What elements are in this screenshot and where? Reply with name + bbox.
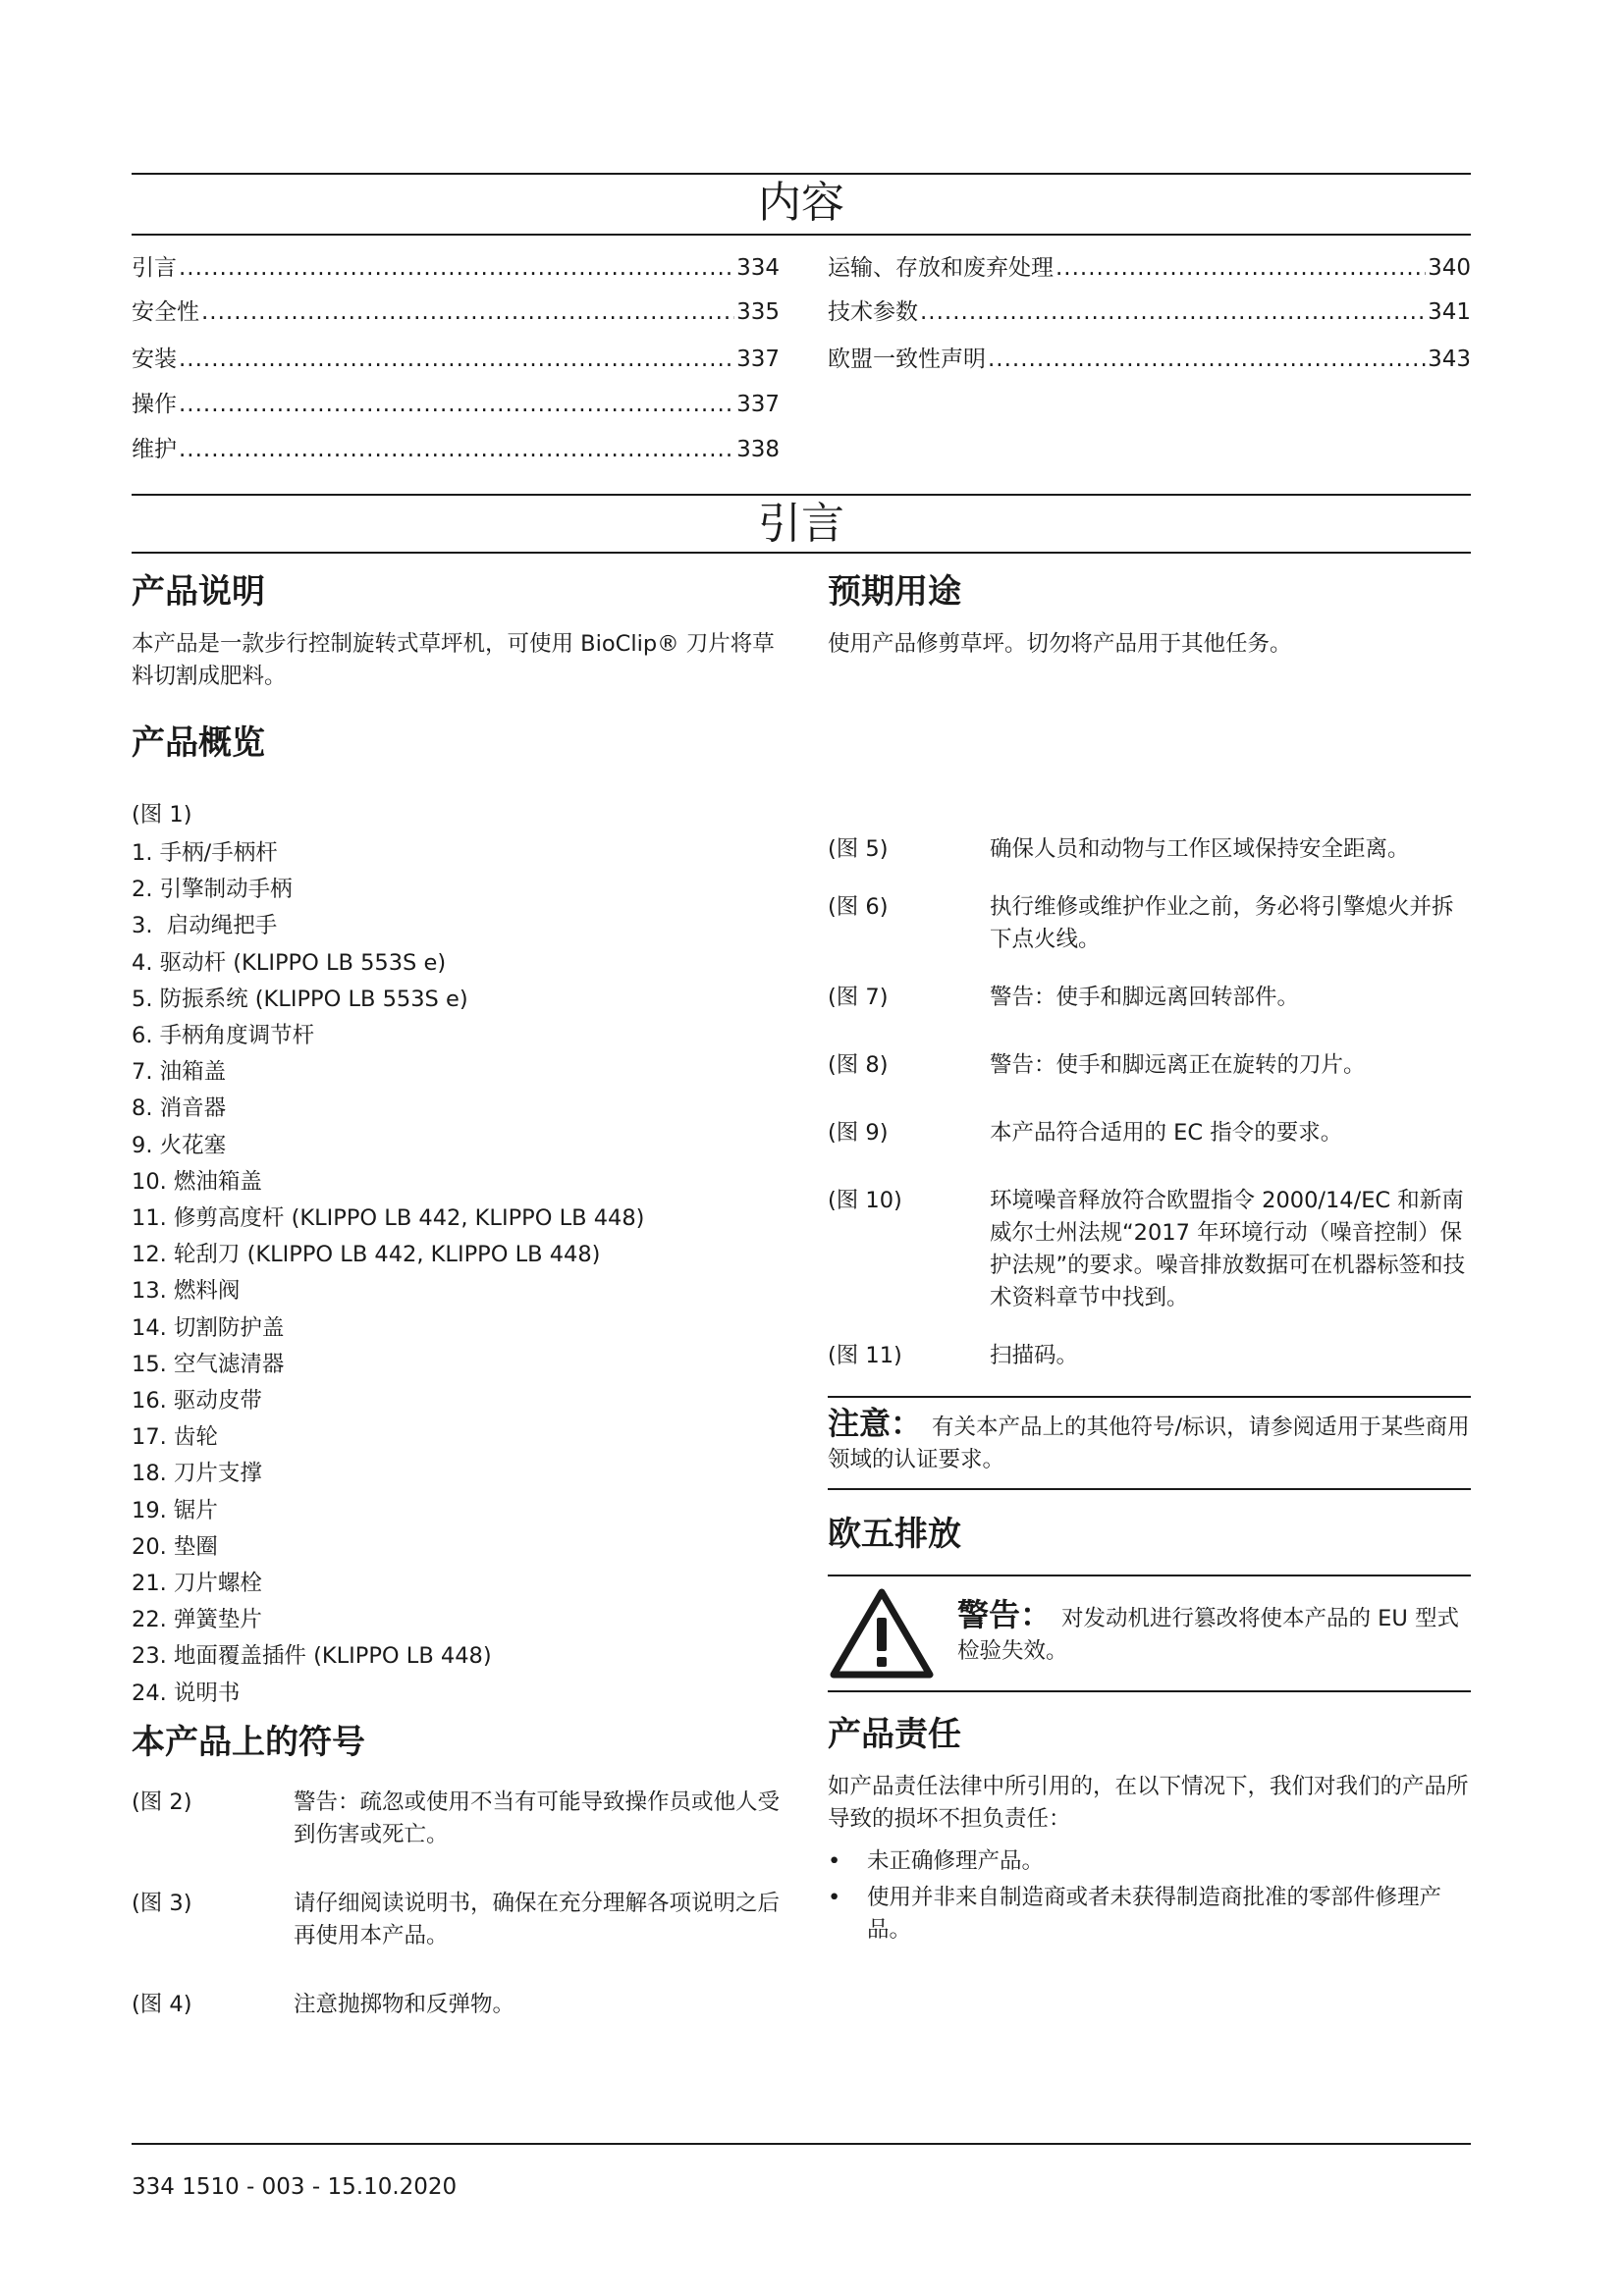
- warning-text: 对发动机进行篡改将使本产品的 EU 型式检验失效。: [957, 1606, 1460, 1664]
- list-item: [828, 1845, 1471, 1878]
- liability-heading: 产品责任: [828, 1715, 961, 1754]
- bullet-marker: •: [828, 1885, 841, 1910]
- list-item: 14. 切割防护盖: [132, 1314, 285, 1341]
- list-item: 22. 弹簧垫片: [132, 1607, 262, 1633]
- toc-leader: [179, 345, 734, 374]
- list-item: 6. 手柄角度调节杆: [132, 1023, 315, 1049]
- overview-figure-ref: (图 1): [132, 802, 192, 828]
- symbol-row: [828, 982, 1471, 1014]
- symbol-figure-ref: (图 2): [132, 1789, 192, 1815]
- toc-page: 335: [736, 299, 780, 325]
- symbol-description: 扫描码。: [990, 1343, 1079, 1368]
- list-item: 7. 油箱盖: [132, 1059, 227, 1086]
- toc-label: 安装: [132, 347, 177, 372]
- note-box: [828, 1396, 1471, 1490]
- symbol-figure-ref: (图 6): [828, 894, 889, 920]
- list-item: 5. 防振系统 (KLIPPO LB 553S e): [132, 986, 468, 1012]
- warning-box: [828, 1575, 1471, 1692]
- symbol-description: 警告：疏忽或使用不当有可能导致操作员或他人受到伤害或死亡。: [294, 1789, 781, 1847]
- toc-label: 维护: [132, 437, 177, 462]
- toc-label: 引言: [132, 255, 177, 281]
- toc-entry[interactable]: [132, 297, 780, 327]
- list-item: 10. 燃油箱盖: [132, 1168, 262, 1195]
- symbol-figure-ref: (图 10): [828, 1188, 902, 1213]
- symbol-figure-ref: (图 9): [828, 1120, 889, 1146]
- toc-label: 欧盟一致性声明: [828, 347, 986, 372]
- warning-label: 警告：: [957, 1596, 1053, 1633]
- list-item: 9. 火花塞: [132, 1132, 227, 1158]
- toc-leader: [179, 435, 734, 464]
- symbol-row: [828, 833, 1471, 866]
- list-item: 12. 轮刮刀 (KLIPPO LB 442, KLIPPO LB 448): [132, 1242, 601, 1268]
- intro-top-rule: [132, 494, 1471, 496]
- symbol-row: [132, 1989, 780, 2021]
- toc-page: 337: [736, 392, 780, 417]
- toc-entry[interactable]: [132, 253, 780, 283]
- symbol-row: [828, 1185, 1471, 1314]
- list-item: 8. 消音器: [132, 1095, 227, 1122]
- toc-leader: [179, 253, 734, 283]
- list-item: 24. 说明书: [132, 1680, 241, 1706]
- symbol-description: 注意抛掷物和反弹物。: [294, 1991, 515, 2017]
- list-item: 2. 引擎制动手柄: [132, 877, 293, 903]
- list-item: 19. 锯片: [132, 1497, 218, 1523]
- symbol-figure-ref: (图 5): [828, 836, 889, 862]
- symbol-row: [828, 891, 1471, 956]
- symbol-description: 环境噪音释放符合欧盟指令 2000/14/EC 和新南威尔士州法规“2017 年环境行动（噪音控制）保护法规”的要求。噪音排放数据可在机器标签和技术资料章节中找到。: [990, 1188, 1466, 1310]
- contents-bottom-rule: [132, 234, 1471, 236]
- symbol-figure-ref: (图 8): [828, 1052, 889, 1078]
- left-column: [132, 569, 780, 2021]
- list-item: 18. 刀片支撑: [132, 1461, 262, 1487]
- symbol-description: 确保人员和动物与工作区域保持安全距离。: [990, 836, 1410, 862]
- list-item: 13. 燃料阀: [132, 1278, 241, 1305]
- toc-label: 安全性: [132, 299, 199, 325]
- liability-text: 如产品责任法律中所引用的，在以下情况下，我们对我们的产品所导致的损坏不担负责任：: [828, 1774, 1469, 1832]
- toc-entry[interactable]: [132, 435, 780, 464]
- symbol-row: [132, 1787, 780, 1851]
- toc-label: 技术参数: [828, 299, 918, 325]
- symbol-row: [132, 1888, 780, 1952]
- toc-label: 操作: [132, 392, 177, 417]
- toc-page: 340: [1428, 255, 1471, 281]
- intro-bottom-rule: [132, 552, 1471, 554]
- toc-entry[interactable]: [132, 390, 780, 419]
- list-item: 21. 刀片螺栓: [132, 1571, 262, 1597]
- euro5-heading: 欧五排放: [828, 1515, 961, 1554]
- toc-page: 338: [736, 437, 780, 462]
- symbol-description: 请仔细阅读说明书，确保在充分理解各项说明之后再使用本产品。: [294, 1890, 781, 1949]
- page-footer: 334 1510 - 003 - 15.10.2020: [132, 2174, 458, 2200]
- bullet-marker: •: [828, 1848, 841, 1874]
- symbol-row: [828, 1049, 1471, 1082]
- toc-leader: [179, 390, 734, 419]
- symbol-description: 执行维修或维护作业之前，务必将引擎熄火并拆下点火线。: [990, 894, 1454, 952]
- symbol-figure-ref: (图 3): [132, 1890, 192, 1916]
- toc-page: 337: [736, 347, 780, 372]
- bullet-text: 未正确修理产品。: [867, 1848, 1045, 1874]
- symbol-figure-ref: (图 11): [828, 1343, 902, 1368]
- toc-label: 运输、存放和废弃处理: [828, 255, 1054, 281]
- intended-use-heading: 预期用途: [828, 572, 961, 612]
- note-text: 有关本产品上的其他符号/标识，请参阅适用于某些商用领域的认证要求。: [828, 1415, 1470, 1472]
- intended-use-text: 使用产品修剪草坪。切勿将产品用于其他任务。: [828, 631, 1292, 657]
- bullet-text: 使用并非来自制造商或者未获得制造商批准的零部件修理产品。: [867, 1885, 1442, 1943]
- toc-leader: [988, 345, 1426, 374]
- product-description-heading: 产品说明: [132, 572, 265, 612]
- list-item: 15. 空气滤清器: [132, 1351, 285, 1377]
- right-column: [828, 569, 1471, 1947]
- toc-leader: [201, 297, 734, 327]
- toc-page: 343: [1428, 347, 1471, 372]
- list-item: 20. 垫圈: [132, 1533, 218, 1560]
- note-label: 注意：: [828, 1405, 923, 1442]
- list-item: 3. 启动绳把手: [132, 913, 278, 939]
- symbol-description: 警告：使手和脚远离正在旋转的刀片。: [990, 1052, 1366, 1078]
- symbols-heading: 本产品上的符号: [132, 1722, 365, 1762]
- list-item: 11. 修剪高度杆 (KLIPPO LB 442, KLIPPO LB 448): [132, 1205, 645, 1232]
- contents-title: 内容: [758, 178, 844, 228]
- footer-rule: [132, 2143, 1471, 2145]
- intro-title: 引言: [758, 499, 844, 549]
- symbol-figure-ref: (图 7): [828, 985, 889, 1010]
- toc-entry[interactable]: [828, 253, 1471, 283]
- toc-leader: [1056, 253, 1426, 283]
- toc-entry[interactable]: [828, 345, 1471, 374]
- toc-entry[interactable]: [828, 297, 1471, 327]
- list-item: [828, 1882, 1471, 1947]
- list-item: 1. 手柄/手柄杆: [132, 840, 278, 866]
- symbol-figure-ref: (图 4): [132, 1991, 192, 2017]
- parts-list: [132, 835, 780, 1712]
- product-overview-heading: 产品概览: [132, 723, 265, 763]
- list-item: 4. 驱动杆 (KLIPPO LB 553S e): [132, 949, 447, 976]
- toc-leader: [920, 297, 1426, 327]
- symbol-row: [828, 1117, 1471, 1149]
- symbol-row: [828, 1340, 1471, 1372]
- list-item: 17. 齿轮: [132, 1424, 218, 1451]
- toc-entry[interactable]: [132, 345, 780, 374]
- toc-page: 341: [1428, 299, 1471, 325]
- symbol-description: 警告：使手和脚远离回转部件。: [990, 985, 1300, 1010]
- warning-triangle-icon: [828, 1586, 936, 1681]
- list-item: 23. 地面覆盖插件 (KLIPPO LB 448): [132, 1643, 492, 1670]
- list-item: 16. 驱动皮带: [132, 1388, 262, 1415]
- toc-page: 334: [736, 255, 780, 281]
- symbols-right-list: [828, 833, 1471, 1372]
- product-description-text: 本产品是一款步行控制旋转式草坪机，可使用 BioClip® 刀片将草料切割成肥料。: [132, 631, 775, 689]
- symbol-description: 本产品符合适用的 EC 指令的要求。: [990, 1120, 1343, 1146]
- liability-bullets: [828, 1845, 1471, 1947]
- contents-top-rule: [132, 173, 1471, 175]
